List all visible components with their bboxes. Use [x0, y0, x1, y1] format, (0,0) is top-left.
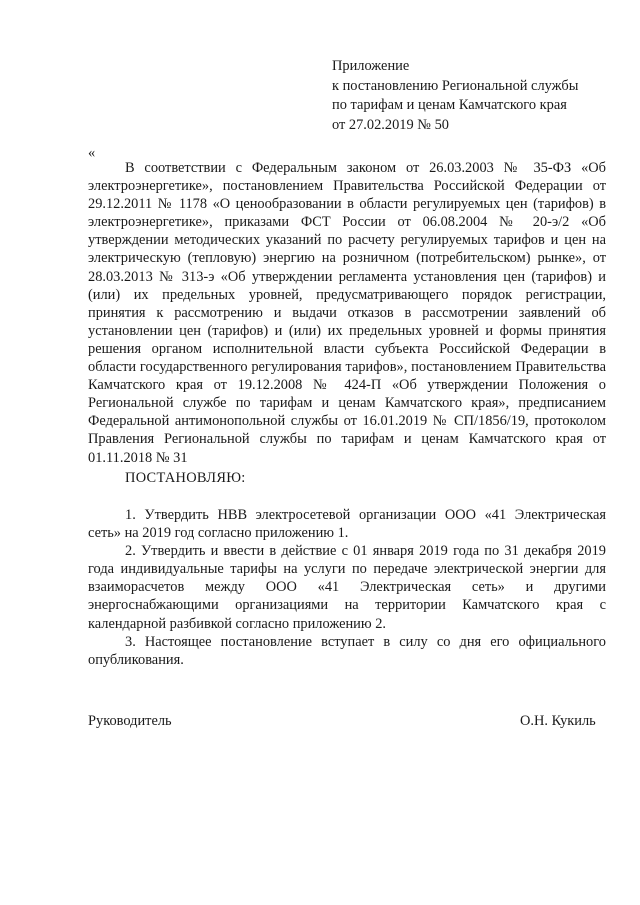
- decree-item-3: 3. Настоящее постановление вступает в силу со дня его официального опубликования.: [88, 633, 606, 668]
- decree-item-2: 2. Утвердить и ввести в действие с 01 января 2019 года по 31 декабря 2019 года индивидуальные тарифы на услуги по передаче электрической энергии для взаиморасчетов между ООО «41 Электрическая сеть» и другими энергоснабжающими организациями на территории Камчатского края с календарной разбивкой согласно приложению 2.: [88, 543, 606, 632]
- preamble-paragraph: В соответствии с Федеральным законом от 26.03.2003 № 35-ФЗ «Об электроэнергетике», постановлением Правительства Российской Федерации от 29.12.2011 № 1178 «О ценообразовании в области регулируемых цен (тарифов) в электроэнергетике», приказами ФСТ России от 06.08.2004 № 20-э/2 «Об утверждении методических указаний по расчету регулируемых тарифов и цен на электрическую (тепловую) энергию на розничном (потребительском) рынке», от 28.03.2013 № 313-э «Об утверждении регламента установления цен (тарифов) и (или) их предельных уровней, предусматривающего порядок регистрации, принятия к рассмотрению и выдачи отказов в рассмотрении заявлений об установлении цен (тарифов) и (или) их предельных уровней и формы принятия решения органом исполнительной власти субъекта Российской Федерации в области государственного регулирования тарифов», постановлением Правительства Камчатского края от 19.12.2008 № 424-П «Об утверждении Положения о Региональной службе по тарифам и ценам Камчатского края», предписанием Федеральной антимонопольной службы от 16.01.2019 № СП/1856/19, протоколом Правления Региональной службы по тарифам и ценам Камчатского края от 01.11.2018 № 31: [88, 160, 606, 466]
- opening-quote: «: [88, 145, 96, 161]
- decree-items: [88, 506, 606, 669]
- decree-item-1: 1. Утвердить НВВ электросетевой организации ООО «41 Электрическая сеть» на 2019 год согласно приложению 1.: [88, 507, 606, 542]
- signatory-title: Руководитель: [88, 713, 172, 729]
- decree-word: ПОСТАНОВЛЯЮ:: [125, 470, 246, 486]
- appendix-header: [332, 57, 578, 135]
- appendix-line-4: от 27.02.2019 № 50: [332, 116, 449, 133]
- preamble-section: [88, 159, 606, 467]
- appendix-line-2: к постановлению Региональной службы: [332, 77, 579, 94]
- appendix-line-1: Приложение: [332, 58, 410, 74]
- appendix-line-3: по тарифам и ценам Камчатского края: [332, 97, 567, 113]
- signatory-name: О.Н. Кукиль: [520, 713, 596, 729]
